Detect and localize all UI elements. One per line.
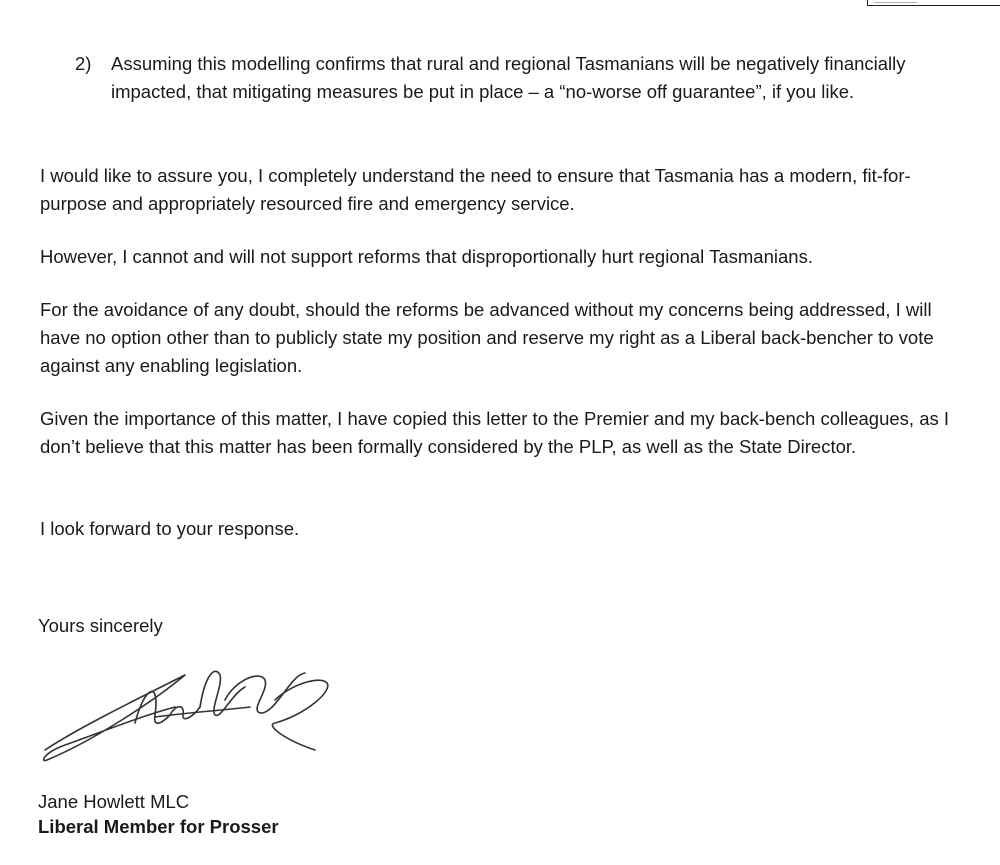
paragraph-position: However, I cannot and will not support reforms that disproportionally hurt regional Tasmanians. (40, 246, 813, 267)
signer-title: Liberal Member for Prosser (38, 816, 279, 837)
numbered-list-item (75, 50, 955, 106)
corner-stamp (867, 0, 1000, 6)
handwritten-signature (35, 655, 335, 770)
corner-stamp-text (874, 0, 917, 3)
paragraph-copied-recipients: Given the importance of this matter, I have copied this letter to the Premier and my back-bench colleagues, as I don’t believe that this matter has been formally considered by the PLP, as well as the State Director. (40, 408, 950, 457)
closing-salutation: Yours sincerely (38, 615, 163, 636)
list-item-text: Assuming this modelling confirms that rural and regional Tasmanians will be negatively financially impacted, that mitigating measures be put in place – a “no-worse off guarantee”, if you like. (111, 53, 906, 102)
paragraph-look-forward: I look forward to your response. (40, 518, 300, 539)
paragraph-avoidance-of-doubt: For the avoidance of any doubt, should the reforms be advanced without my concerns being addressed, I will have no option other than to publicly state my position and reserve my right as a Liberal back-bencher to vote against any enabling legislation. (40, 299, 934, 376)
paragraph-assurance: I would like to assure you, I completely understand the need to ensure that Tasmania has a modern, fit-for-purpose and appropriately resourced fire and emergency service. (40, 165, 911, 214)
list-item-number: 2) (75, 53, 92, 74)
signer-name: Jane Howlett MLC (38, 791, 190, 812)
